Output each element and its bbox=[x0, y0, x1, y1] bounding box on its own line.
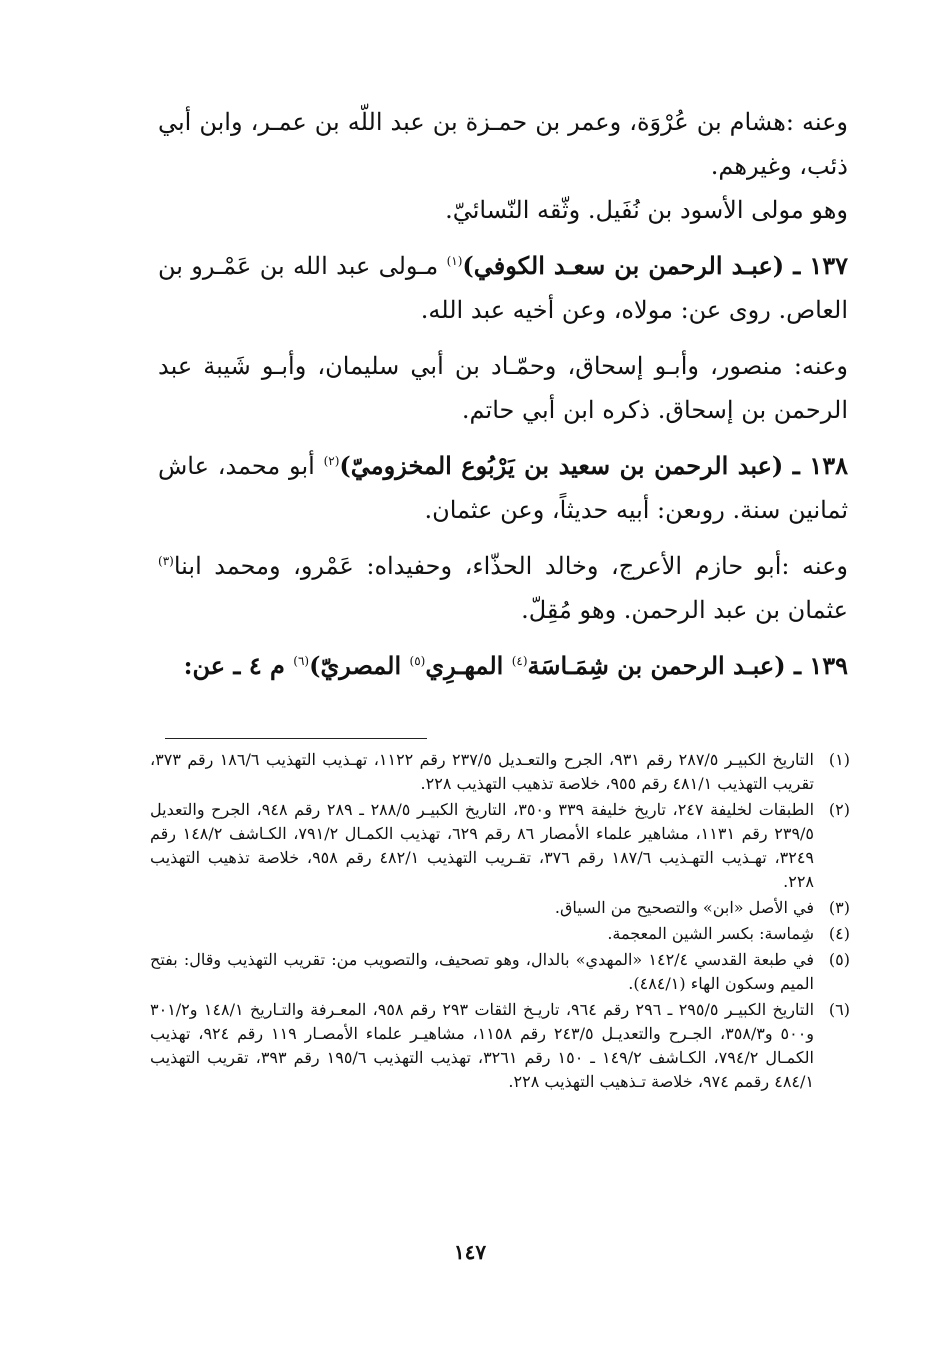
footnote-6 bbox=[150, 998, 850, 1094]
footnote-text: في الأصل «ابن» والتصحيح من السياق. bbox=[554, 898, 814, 917]
footnote-text: الطبقات لخليفة ٢٤٧، تاريخ خليفة ٣٣٩ و٣٥٠، التاريخ الكبيـر ٢٨٨/٥ ـ ٢٨٩ رقم ٩٤٨، الجرح والتعديل ٢٣٩/٥ رقم ١١٣١، مشاهير علماء الأمصار ٨٦ رقم ٦٢٩، تهذيب الكمـال ٧٩١/٢، الكـاشف ١٤٨/٢ رقم ٣٢٤٩، تهـذيب التهـذيب ١٨٧/٦ رقم ٣٧٦، تقـريب التهذيب ٤٨٢/١ رقم ٩٥٨، خلاصة تذهيب التهذيب ٢٢٨. bbox=[150, 800, 815, 891]
paragraph-text: وعنه :أبو حازم الأعرج، وخالد الحذّاء، وحفيداه: عَمْرو، ومحمد ابنا bbox=[173, 552, 848, 580]
entry-text: مـولى عبد الله بن عَمْـرو بن العاص. روى عن: مولاه، وعن أخيه عبد الله. bbox=[158, 252, 848, 324]
paragraph-narrators-from bbox=[158, 100, 848, 188]
paragraph-138-students bbox=[158, 544, 848, 632]
footnote-ref-2[interactable]: (٢) bbox=[323, 454, 340, 468]
entry-138 bbox=[158, 444, 848, 532]
paragraph-137-students bbox=[158, 344, 848, 432]
entry-text: أبو محمد، عاش ثمانين سنة. روىعن: أبيه حديثاً، وعن عثمان. bbox=[158, 452, 848, 524]
footnote-3 bbox=[150, 896, 850, 920]
footnote-number: (٣) bbox=[828, 898, 850, 917]
footnote-text: شِماسة: بكسر الشين المعجمة. bbox=[607, 924, 814, 943]
footnote-2 bbox=[150, 798, 850, 894]
entry-title: ١٣٧ ـ (عبـد الرحمن بن سعـد الكوفي) bbox=[462, 251, 848, 280]
paragraph-text: وعنه :هشام بن عُرْوَة، وعمر بن حمـزة بن عبد اللّه بن عمـر، وابن أبي ذئب، وغيرهم. bbox=[158, 108, 848, 180]
footnote-ref-6[interactable]: (٦) bbox=[293, 654, 310, 668]
footnote-1 bbox=[150, 748, 850, 796]
paragraph-text: عثمان بن عبد الرحمن. وهو مُقِلّ. bbox=[521, 596, 848, 624]
page-number: ١٤٧ bbox=[453, 1240, 487, 1264]
footnote-number: (٥) bbox=[828, 950, 850, 969]
footnote-number: (٦) bbox=[828, 1000, 850, 1019]
entry-title: ١٣٩ ـ (عبـد الرحمن بن شِمَـاسَة bbox=[527, 651, 848, 680]
paragraph-mawla bbox=[158, 188, 848, 232]
footnote-4 bbox=[150, 922, 850, 946]
entry-text: م ٤ ـ عن: bbox=[183, 651, 294, 680]
footnotes bbox=[150, 748, 850, 1096]
entry-title: ١٣٨ ـ (عبد الرحمن بن سعيد بن يَرْبُوع المخزوميّ) bbox=[339, 451, 848, 480]
footnote-number: (٤) bbox=[828, 924, 850, 943]
footnote-text: التاريخ الكبيـر ٢٨٧/٥ رقم ٩٣١، الجرح والتعـديل ٢٣٧/٥ رقم ١١٢٢، تهـذيب التهذيب ١٨٦/٦ رقم ٣٧٣، تقريب التهذيب ٤٨١/١ رقم ٩٥٥، خلاصة تذهيب التهذيب ٢٢٨. bbox=[150, 750, 814, 793]
paragraph-text: وهو مولى الأسود بن نُفَيل. وثّقه النّسائيّ. bbox=[445, 196, 848, 224]
footnote-text: التاريخ الكبيـر ٢٩٥/٥ ـ ٢٩٦ رقم ٩٦٤، تاريـخ الثقات ٢٩٣ رقم ٩٥٨، المعـرفة والتـاريخ ١٤٨/١ و٣٠١/٢ و٥٠٠ و٣٥٨/٣، الجـرح والتعديـل ٢٤٣/٥ رقم ١١٥٨، مشاهيـر علماء الأمصـار ١١٩ رقم ٩٢٤، تهذيب الكمـال ٧٩٤/٢، الكـاشف ١٤٩/٢ ـ ١٥٠ رقم ٣٢٦١، تهذيب التهذيب ١٩٥/٦ رقم ٣٩٣، تقريب التهذيب ٤٨٤/١ رقمم ٩٧٤، خلاصة تـذهيب التهذيب ٢٢٨. bbox=[150, 1000, 815, 1091]
footnote-number: (١) bbox=[828, 750, 850, 769]
footnote-divider bbox=[165, 738, 427, 739]
footnote-text: في طبعة القدسي ١٤٢/٤ «المهدي» بالدال، وهو تصحيف، والتصويب من: تقريب التهذيب وقال: بفتح الميم وسكون الهاء (٤٨٤/١). bbox=[150, 950, 814, 993]
entry-137 bbox=[158, 244, 848, 332]
footnote-5 bbox=[150, 948, 850, 996]
paragraph-text: وعنه: منصور، وأبـو إسحاق، وحمّـاد بن أبي سليمان، وأبـو شَيبة عبد الرحمن بن إسحاق. ذكره ابن أبي حاتم. bbox=[158, 352, 848, 424]
entry-139 bbox=[158, 644, 848, 688]
entry-title: المصريّ) bbox=[309, 651, 410, 680]
entry-title: المهـرِي bbox=[425, 651, 512, 680]
footnote-number: (٢) bbox=[828, 800, 850, 819]
main-text bbox=[158, 100, 848, 700]
footnote-ref-4[interactable]: (٤) bbox=[511, 654, 528, 668]
footnote-ref-5[interactable]: (٥) bbox=[409, 654, 426, 668]
footnote-ref-1[interactable]: (١) bbox=[446, 254, 463, 268]
footnote-ref-3[interactable]: (٣) bbox=[158, 554, 174, 568]
